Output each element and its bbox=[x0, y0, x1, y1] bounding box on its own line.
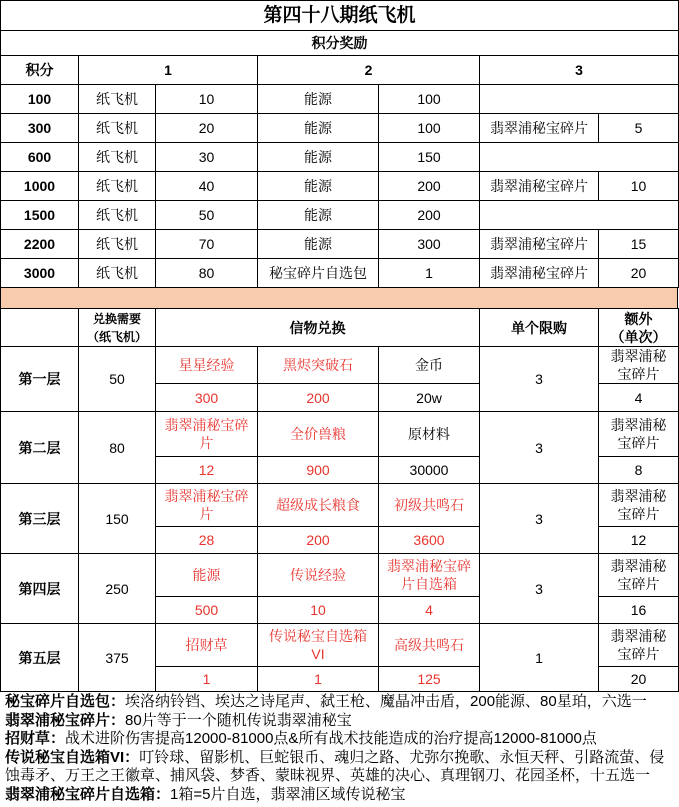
points-value: 3000 bbox=[1, 259, 79, 288]
exchange-item-name: 星星经验 bbox=[156, 347, 258, 384]
exchange-item-name: 黑烬突破石 bbox=[258, 347, 379, 384]
exchange-item-qty: 4 bbox=[379, 597, 480, 624]
tier-cost: 375 bbox=[79, 624, 156, 692]
reward3-qty: 5 bbox=[599, 114, 679, 143]
points-value: 300 bbox=[1, 114, 79, 143]
reward2-qty: 200 bbox=[379, 201, 480, 230]
reward2-qty: 100 bbox=[379, 114, 480, 143]
exchange-item-name: 全价兽粮 bbox=[258, 412, 379, 457]
tier-row bbox=[1, 484, 679, 527]
exchange-item-name: 高级共鸣石 bbox=[379, 624, 480, 667]
tier-cost: 50 bbox=[79, 347, 156, 412]
reward1-qty: 20 bbox=[156, 114, 258, 143]
exchange-item-name: 金币 bbox=[379, 347, 480, 384]
points-value: 600 bbox=[1, 143, 79, 172]
tier-row bbox=[1, 412, 679, 457]
reward1-qty: 80 bbox=[156, 259, 258, 288]
exchange-item-qty: 125 bbox=[379, 667, 480, 692]
extra-item-qty: 12 bbox=[599, 527, 679, 554]
reward3-item: 翡翠浦秘宝碎片 bbox=[480, 114, 599, 143]
exchange-item-qty: 1 bbox=[258, 667, 379, 692]
reward1-item: 纸飞机 bbox=[79, 85, 156, 114]
reward2-item: 能源 bbox=[258, 143, 379, 172]
exchange-item-name: 初级共鸣石 bbox=[379, 484, 480, 527]
tier-name: 第四层 bbox=[1, 554, 79, 624]
reward2-qty: 150 bbox=[379, 143, 480, 172]
exchange-item-name: 传说经验 bbox=[258, 554, 379, 597]
exchange-table bbox=[0, 308, 679, 692]
reward1-qty: 70 bbox=[156, 230, 258, 259]
exchange-item-qty: 300 bbox=[156, 384, 258, 412]
reward-row bbox=[1, 114, 679, 143]
reward1-qty: 10 bbox=[156, 85, 258, 114]
reward3-qty: 20 bbox=[599, 259, 679, 288]
note-line bbox=[5, 749, 675, 786]
tier-cost: 80 bbox=[79, 412, 156, 484]
reward1-item: 纸飞机 bbox=[79, 201, 156, 230]
tier-row bbox=[1, 624, 679, 667]
exchange-header-row bbox=[1, 309, 679, 347]
section-title-row bbox=[1, 31, 679, 56]
reward1-qty: 40 bbox=[156, 172, 258, 201]
reward2-item: 秘宝碎片自选包 bbox=[258, 259, 379, 288]
reward2-item: 能源 bbox=[258, 201, 379, 230]
reward3-empty bbox=[480, 143, 679, 172]
note-label: 招财草： bbox=[5, 730, 66, 747]
points-value: 1500 bbox=[1, 201, 79, 230]
tier-limit: 3 bbox=[480, 347, 599, 412]
reward-row bbox=[1, 85, 679, 114]
extra-item-qty: 20 bbox=[599, 667, 679, 692]
reward-row bbox=[1, 172, 679, 201]
points-value: 2200 bbox=[1, 230, 79, 259]
reward2-qty: 200 bbox=[379, 172, 480, 201]
exchange-item-name: 翡翠浦秘宝碎片 bbox=[156, 412, 258, 457]
extra-item-name: 翡翠浦秘宝碎片 bbox=[599, 484, 679, 527]
reward-header-row bbox=[1, 56, 679, 85]
reward3-item: 翡翠浦秘宝碎片 bbox=[480, 172, 599, 201]
notes-section bbox=[0, 692, 679, 804]
exchange-item-name: 原材料 bbox=[379, 412, 480, 457]
reward1-qty: 30 bbox=[156, 143, 258, 172]
section-title: 积分奖励 bbox=[1, 31, 679, 56]
header-tier-2: 2 bbox=[258, 56, 480, 85]
extra-item-qty: 8 bbox=[599, 457, 679, 484]
reward1-qty: 50 bbox=[156, 201, 258, 230]
note-line bbox=[5, 730, 675, 749]
exchange-item-qty: 1 bbox=[156, 667, 258, 692]
tier-name: 第二层 bbox=[1, 412, 79, 484]
reward3-empty bbox=[480, 85, 679, 114]
reward3-item: 翡翠浦秘宝碎片 bbox=[480, 230, 599, 259]
exchange-item-qty: 10 bbox=[258, 597, 379, 624]
reward3-qty: 10 bbox=[599, 172, 679, 201]
reward1-item: 纸飞机 bbox=[79, 172, 156, 201]
reward2-qty: 300 bbox=[379, 230, 480, 259]
note-text: 埃洛纳铃铛、埃达之诗尾声、弑王枪、魔晶冲击盾，200能源、80星珀，六选一 bbox=[125, 693, 647, 710]
note-line bbox=[5, 786, 675, 805]
extra-item-name: 翡翠浦秘宝碎片 bbox=[599, 347, 679, 384]
note-label: 翡翠浦秘宝碎片： bbox=[5, 711, 126, 729]
reward1-item: 纸飞机 bbox=[79, 259, 156, 288]
header-tier-3: 3 bbox=[480, 56, 679, 85]
tier-limit: 3 bbox=[480, 412, 599, 484]
exchange-item-qty: 200 bbox=[258, 384, 379, 412]
points-value: 100 bbox=[1, 85, 79, 114]
exchange-item-name: 传说秘宝自选箱VI bbox=[258, 624, 379, 667]
tier-name: 第一层 bbox=[1, 347, 79, 412]
extra-item-name: 翡翠浦秘宝碎片 bbox=[599, 624, 679, 667]
exchange-item-qty: 500 bbox=[156, 597, 258, 624]
exchange-item-qty: 28 bbox=[156, 527, 258, 554]
extra-item-qty: 16 bbox=[599, 597, 679, 624]
note-label: 翡翠浦秘宝碎片自选箱： bbox=[5, 785, 171, 803]
exchange-item-qty: 3600 bbox=[379, 527, 480, 554]
tier-row bbox=[1, 554, 679, 597]
tier-limit: 1 bbox=[480, 624, 599, 692]
exchange-item-qty: 12 bbox=[156, 457, 258, 484]
tier-cost: 150 bbox=[79, 484, 156, 554]
reward-row bbox=[1, 259, 679, 288]
header-extra: 额外 （单次） bbox=[599, 309, 679, 347]
title-row bbox=[1, 1, 679, 31]
exchange-item-qty: 20w bbox=[379, 384, 480, 412]
note-label: 秘宝碎片自选包： bbox=[5, 693, 126, 710]
exchange-item-name: 翡翠浦秘宝碎片自选箱 bbox=[379, 554, 480, 597]
header-blank bbox=[1, 309, 79, 347]
note-text: 1箱=5片自选，翡翠浦区域传说秘宝 bbox=[170, 785, 406, 803]
tier-row bbox=[1, 347, 679, 384]
tier-limit: 3 bbox=[480, 554, 599, 624]
points-value: 1000 bbox=[1, 172, 79, 201]
note-text: 80片等于一个随机传说翡翠浦秘宝 bbox=[125, 711, 352, 729]
exchange-item-qty: 30000 bbox=[379, 457, 480, 484]
header-points: 积分 bbox=[1, 56, 79, 85]
exchange-item-name: 翡翠浦秘宝碎片 bbox=[156, 484, 258, 527]
header-limit: 单个限购 bbox=[480, 309, 599, 347]
reward1-item: 纸飞机 bbox=[79, 143, 156, 172]
reward3-qty: 15 bbox=[599, 230, 679, 259]
note-label: 传说秘宝自选箱VI： bbox=[5, 748, 140, 766]
note-text: 叮铃球、留影机、巨蛇银币、魂归之路、尤弥尔挽歌、永恒天秤、引路流萤、侵蚀毒矛、万王之王徽章、捕风袋、梦香、蒙昧视界、英雄的决心、真理钢刀、花园圣杯，十五选一 bbox=[5, 748, 665, 784]
exchange-item-qty: 900 bbox=[258, 457, 379, 484]
reward-row bbox=[1, 143, 679, 172]
reward3-empty bbox=[480, 201, 679, 230]
reward3-item: 翡翠浦秘宝碎片 bbox=[480, 259, 599, 288]
reward2-item: 能源 bbox=[258, 114, 379, 143]
reward2-item: 能源 bbox=[258, 172, 379, 201]
reward2-qty: 1 bbox=[379, 259, 480, 288]
note-line bbox=[5, 693, 675, 712]
header-items: 信物兑换 bbox=[156, 309, 480, 347]
page-title: 第四十八期纸飞机 bbox=[1, 1, 679, 31]
note-line bbox=[5, 712, 675, 731]
exchange-item-name: 超级成长粮食 bbox=[258, 484, 379, 527]
exchange-item-name: 能源 bbox=[156, 554, 258, 597]
header-tier-1: 1 bbox=[79, 56, 258, 85]
tier-name: 第三层 bbox=[1, 484, 79, 554]
note-text: 战术进阶伤害提高12000-81000点&所有战术技能造成的治疗提高12000-81000点 bbox=[65, 730, 597, 747]
header-cost: 兑换需要 （纸飞机） bbox=[79, 309, 156, 347]
points-reward-table bbox=[0, 0, 679, 288]
extra-item-name: 翡翠浦秘宝碎片 bbox=[599, 554, 679, 597]
reward2-item: 能源 bbox=[258, 230, 379, 259]
tier-name: 第五层 bbox=[1, 624, 79, 692]
reward-row bbox=[1, 201, 679, 230]
reward1-item: 纸飞机 bbox=[79, 114, 156, 143]
section-separator bbox=[0, 288, 678, 308]
extra-item-qty: 4 bbox=[599, 384, 679, 412]
tier-limit: 3 bbox=[480, 484, 599, 554]
exchange-item-name: 招财草 bbox=[156, 624, 258, 667]
tier-cost: 250 bbox=[79, 554, 156, 624]
reward-row bbox=[1, 230, 679, 259]
reward2-qty: 100 bbox=[379, 85, 480, 114]
extra-item-name: 翡翠浦秘宝碎片 bbox=[599, 412, 679, 457]
reward1-item: 纸飞机 bbox=[79, 230, 156, 259]
reward2-item: 能源 bbox=[258, 85, 379, 114]
exchange-item-qty: 200 bbox=[258, 527, 379, 554]
